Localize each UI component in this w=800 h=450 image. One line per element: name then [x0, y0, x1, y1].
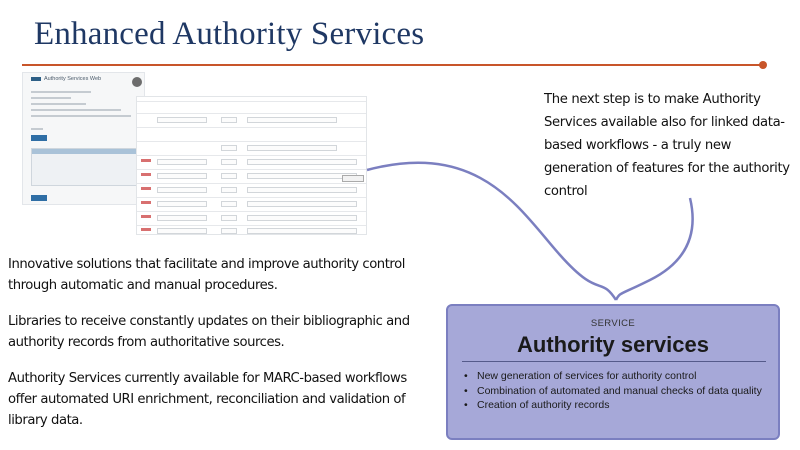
- authority-service-box: [446, 304, 780, 440]
- screenshot-app-name: Authority Services Web: [44, 76, 102, 82]
- service-feature-item: • Combination of automated and manual checks of data quality: [462, 384, 762, 399]
- paragraph-library-updates: Libraries to receive constantly updates on their bibliographic and authority records from authoritative sources.: [8, 314, 410, 350]
- next-step-callout: The next step is to make Authority Services available also for linked data-based workflows - a truly new generation of features for the authority control: [544, 92, 790, 199]
- service-feature-item: • New generation of services for authority control: [462, 369, 762, 384]
- description-paragraphs: [8, 254, 428, 446]
- paragraph-innovative-solutions: Innovative solutions that facilitate and improve authority control through automatic and manual procedures.: [8, 257, 405, 293]
- slide-title: Enhanced Authority Services: [34, 16, 425, 52]
- service-feature-list: [462, 369, 762, 413]
- service-tag: SERVICE: [590, 318, 636, 329]
- paragraph-current-services: Authority Services currently available for MARC-based workflows offer automated URI enrichment, reconciliation and validation of library data.: [8, 371, 407, 428]
- service-divider: [462, 361, 766, 362]
- service-title: Authority services: [517, 332, 709, 357]
- connector-from-callout: [616, 198, 693, 300]
- service-feature-item: • Creation of authority records: [462, 398, 762, 413]
